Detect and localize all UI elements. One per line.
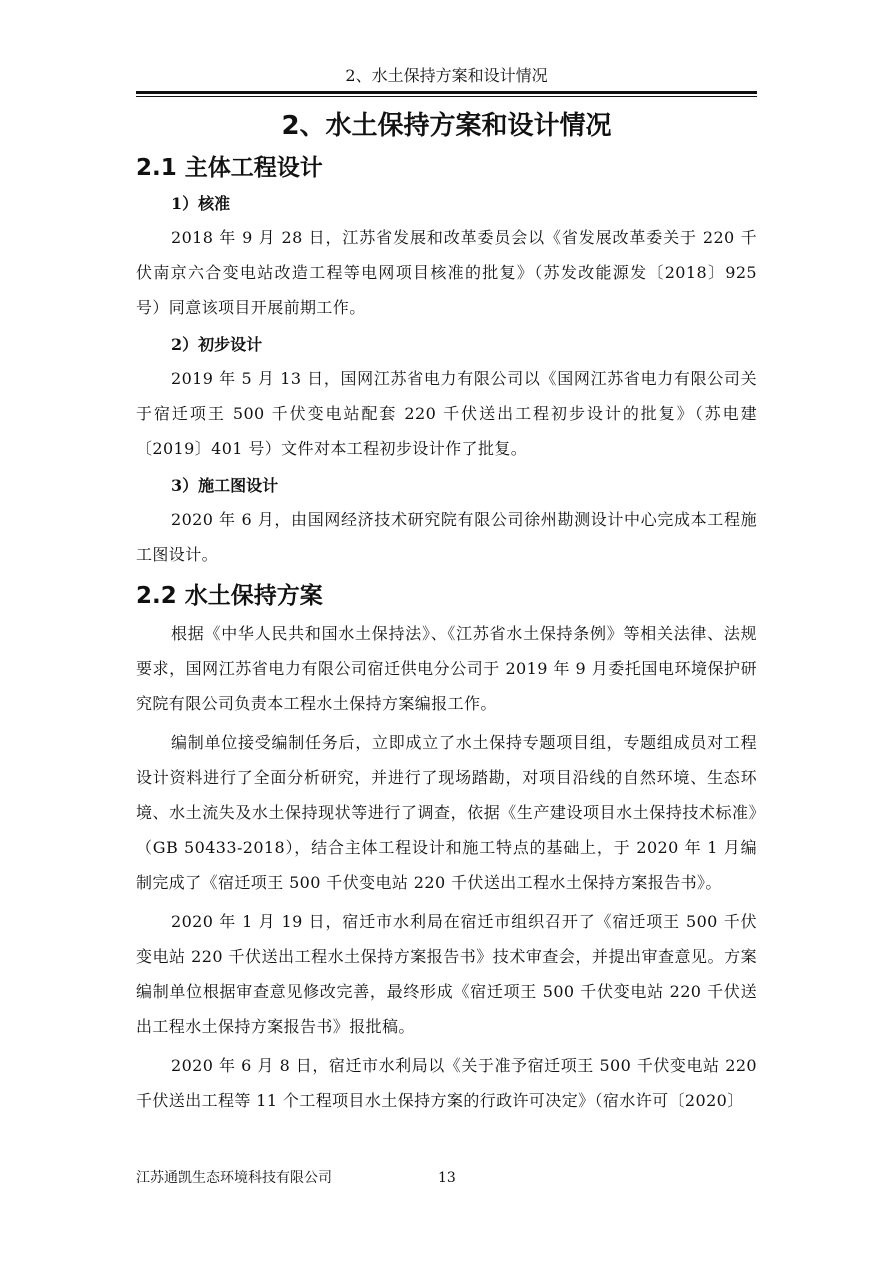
section-2-1-heading: 2.1 主体工程设计 (136, 155, 323, 181)
header-rule-thin (136, 96, 757, 97)
approval-paragraph: 2018 年 9 月 28 日，江苏省发展和改革委员会以《省发展改革委关于 220 千伏南京六合变电站改造工程等电网项目核准的批复》（苏发改能源发〔2018〕925 号）同意该项目开展前期工作。 (136, 228, 757, 317)
chapter-title: 2、水土保持方案和设计情况 (281, 111, 612, 141)
plan-paragraph-3: 2020 年 1 月 19 日，宿迁市水利局在宿迁市组织召开了《宿迁项王 500 千伏变电站 220 千伏送出工程水土保持方案报告书》技术审查会，并提出审查意见。方案编制单位根据审查意见修改完善，最终形成《宿迁项王 500 千伏变电站 220 千伏送出工程水土保持方案报告书》报批稿。 (136, 912, 757, 1036)
running-header: 2、水土保持方案和设计情况 (345, 66, 548, 85)
footer-company-name: 江苏通凯生态环境科技有限公司 (136, 1170, 332, 1186)
section-2-2-heading: 2.2 水土保持方案 (136, 583, 323, 609)
header-rule-thick (136, 91, 757, 94)
subsection-preliminary-design-heading: 2）初步设计 (171, 335, 263, 354)
plan-paragraph-2: 编制单位接受编制任务后，立即成立了水土保持专题项目组，专题组成员对工程设计资料进行了全面分析研究，并进行了现场踏勘，对项目沿线的自然环境、生态环境、水土流失及水土保持现状等进行了调查，依据《生产建设项目水土保持技术标准》（GB 50433-2018），结合主体工程设计和施工特点的基础上，于 2020 年 1 月编制完成了《宿迁项王 500 千伏变电站 220 千伏送出工程水土保持方案报告书》。 (136, 733, 757, 892)
plan-paragraph-1: 根据《中华人民共和国水土保持法》、《江苏省水土保持条例》等相关法律、法规要求，国网江苏省电力有限公司宿迁供电分公司于 2019 年 9 月委托国电环境保护研究院有限公司负责本工程水土保持方案编报工作。 (136, 624, 757, 713)
subsection-approval-heading: 1）核准 (171, 194, 231, 213)
construction-drawing-paragraph: 2020 年 6 月，由国网经济技术研究院有限公司徐州勘测设计中心完成本工程施工图设计。 (136, 510, 757, 564)
subsection-construction-drawing-heading: 3）施工图设计 (171, 476, 279, 495)
preliminary-design-paragraph: 2019 年 5 月 13 日，国网江苏省电力有限公司以《国网江苏省电力有限公司关于宿迁项王 500 千伏变电站配套 220 千伏送出工程初步设计的批复》（苏电建〔2019〕401 号）文件对本工程初步设计作了批复。 (136, 369, 757, 458)
plan-paragraph-4: 2020 年 6 月 8 日，宿迁市水利局以《关于准予宿迁项王 500 千伏变电站 220 千伏送出工程等 11 个工程项目水土保持方案的行政许可决定》（宿水许可〔2020〕 (136, 1056, 757, 1110)
page-number: 13 (438, 1170, 456, 1186)
page-body (136, 104, 757, 1122)
